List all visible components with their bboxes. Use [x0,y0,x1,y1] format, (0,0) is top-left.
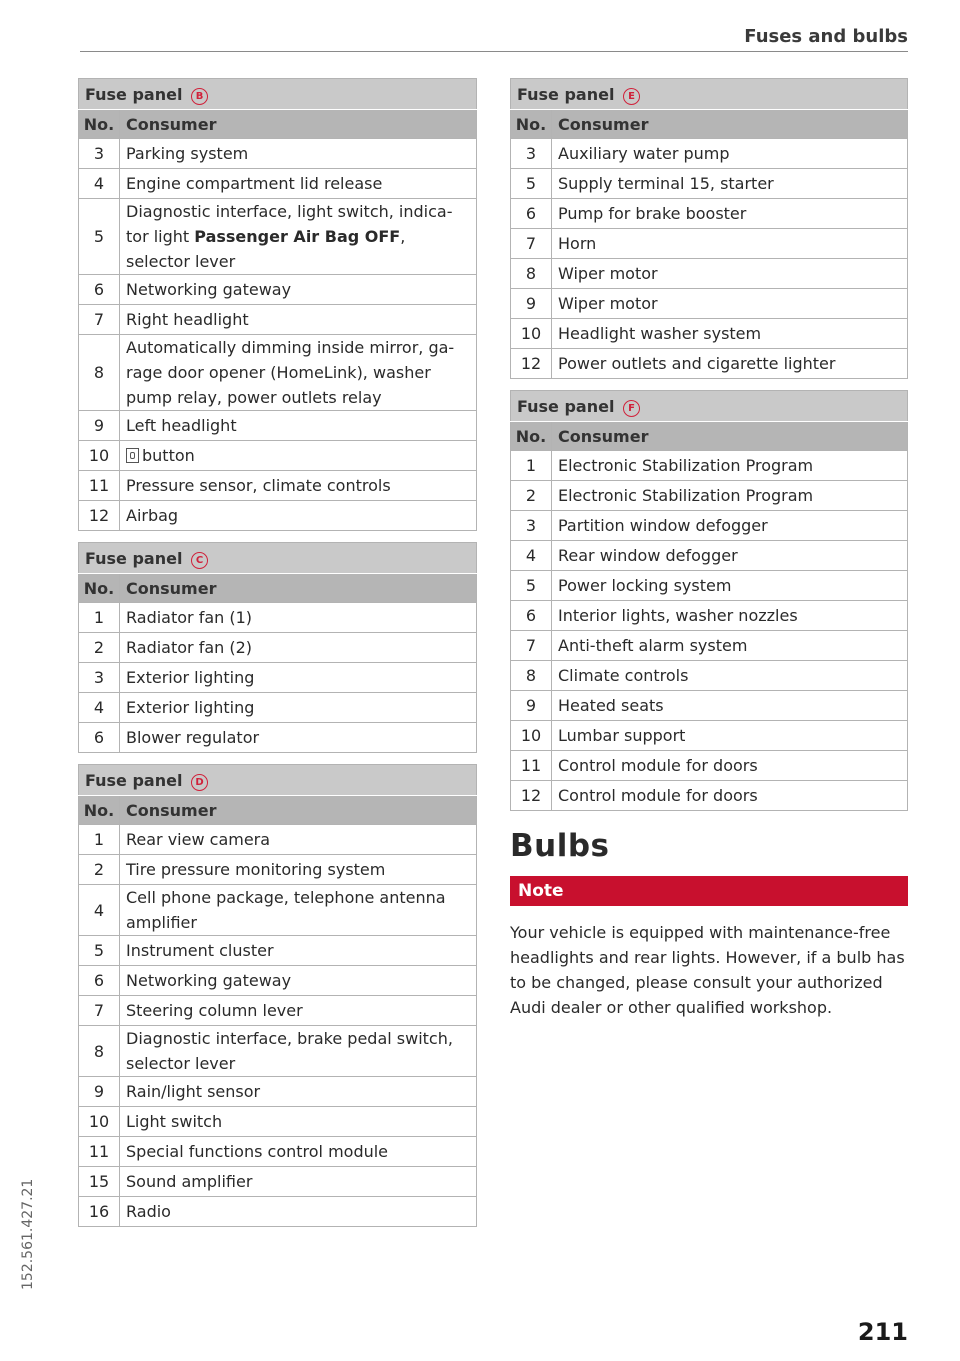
table-row [79,139,477,169]
fuse-consumer: Sound amplifier [120,1167,477,1197]
fuse-consumer: Control module for doors [552,751,908,781]
fuse-consumer: Blower regulator [120,723,477,753]
fuse-number: 1 [79,603,120,633]
fuse-number: 5 [511,571,552,601]
fuse-number: 9 [511,289,552,319]
fuse-consumer: Lumbar support [552,721,908,751]
fuse-consumer: Automatically dimming inside mirror, ga- rage door opener (HomeLink), washer pump relay, power outlets relay [120,335,477,411]
col-header-consumer: Consumer [552,110,908,139]
table-row [79,663,477,693]
fuse-consumer: Auxiliary water pump [552,139,908,169]
table-row [511,229,908,259]
fuse-table-title [79,79,477,110]
fuse-table-e [510,78,908,379]
fuse-number: 4 [79,885,120,936]
fuse-consumer: Heated seats [552,691,908,721]
fuse-consumer: Special functions control module [120,1137,477,1167]
fuse-consumer: Rear view camera [120,825,477,855]
fuse-number: 8 [511,259,552,289]
fuse-consumer: Right headlight [120,305,477,335]
fuse-number: 15 [79,1167,120,1197]
table-row [79,723,477,753]
fuse-consumer: Exterior lighting [120,663,477,693]
fuse-consumer: Networking gateway [120,966,477,996]
table-row [79,966,477,996]
table-row [511,751,908,781]
document-code: 152.561.427.21 [20,1178,36,1290]
fuse-number: 12 [511,349,552,379]
table-row [79,501,477,531]
fuse-number: 2 [511,481,552,511]
table-row [79,275,477,305]
fuse-consumer-text: Diagnostic interface, light switch, indica- tor light [126,202,453,246]
col-header-consumer: Consumer [120,110,477,139]
fuse-number: 10 [511,721,552,751]
fuse-number: 9 [79,1077,120,1107]
table-row [79,441,477,471]
fuse-consumer: Exterior lighting [120,693,477,723]
table-row [79,169,477,199]
col-header-no: No. [79,574,120,603]
fuse-consumer [120,199,477,275]
note-body: Your vehicle is equipped with maintenance-free headlights and rear lights. However, if a bulb has to be changed, please consult your authorized Audi dealer or other qualified workshop. [510,923,905,1017]
table-row [79,1167,477,1197]
table-row [79,471,477,501]
fuse-number: 10 [79,441,120,471]
col-header-consumer: Consumer [120,796,477,825]
table-row [79,1137,477,1167]
table-row [511,661,908,691]
fuse-consumer: Parking system [120,139,477,169]
fuse-table-title-text: Fuse panel [517,396,615,416]
fuse-number: 9 [79,411,120,441]
fuse-number: 2 [79,633,120,663]
table-row [511,451,908,481]
fuse-consumer: Engine compartment lid release [120,169,477,199]
table-row [511,139,908,169]
fuse-consumer-text: , selector lever [126,227,406,271]
col-header-no: No. [79,796,120,825]
fuse-number: 10 [79,1107,120,1137]
fuse-number: 3 [511,139,552,169]
table-row [511,691,908,721]
table-row [511,259,908,289]
fuse-consumer: Power locking system [552,571,908,601]
table-row [79,603,477,633]
page-number: 211 [857,1318,908,1346]
fuse-consumer: Pump for brake booster [552,199,908,229]
fuse-number: 10 [511,319,552,349]
col-header-consumer: Consumer [120,574,477,603]
table-row [511,571,908,601]
table-row [511,511,908,541]
header-divider [80,51,908,52]
fuse-number: 2 [79,855,120,885]
table-row [79,1026,477,1077]
fuse-consumer: Interior lights, washer nozzles [552,601,908,631]
fuse-number: 5 [79,199,120,275]
table-row [511,601,908,631]
fuse-consumer: Electronic Stabilization Program [552,481,908,511]
fuse-number: 8 [79,1026,120,1077]
fuse-number: 6 [511,199,552,229]
fuse-consumer: Supply terminal 15, starter [552,169,908,199]
button-symbol-icon [126,448,139,463]
fuse-table-title-text: Fuse panel [85,548,183,568]
col-header-no: No. [511,110,552,139]
fuse-number: 3 [79,663,120,693]
fuse-consumer: Light switch [120,1107,477,1137]
table-row [79,885,477,936]
fuse-consumer: Rain/light sensor [120,1077,477,1107]
fuse-number: 1 [511,451,552,481]
table-row [511,289,908,319]
fuse-table-d [78,764,477,1227]
table-row [511,319,908,349]
fuse-number: 3 [511,511,552,541]
fuse-number: 8 [511,661,552,691]
table-row [79,855,477,885]
fuse-consumer: Networking gateway [120,275,477,305]
fuse-consumer: Tire pressure monitoring system [120,855,477,885]
fuse-consumer: Radiator fan (1) [120,603,477,633]
fuse-table-b [78,78,477,531]
note-banner: Note [510,876,908,906]
fuse-consumer: Steering column lever [120,996,477,1026]
fuse-consumer: Airbag [120,501,477,531]
fuse-table-title-text: Fuse panel [517,84,615,104]
fuse-consumer: Wiper motor [552,259,908,289]
table-row [79,335,477,411]
panel-letter-badge: B [191,88,208,105]
fuse-consumer-text: button [142,446,195,465]
fuse-consumer [120,441,477,471]
fuse-number: 11 [511,751,552,781]
fuse-number: 11 [79,1137,120,1167]
table-row [79,1197,477,1227]
fuse-consumer: Horn [552,229,908,259]
fuse-consumer: Partition window defogger [552,511,908,541]
fuse-consumer: Climate controls [552,661,908,691]
fuse-table-title [511,391,908,422]
fuse-consumer: Radiator fan (2) [120,633,477,663]
table-row [79,305,477,335]
fuse-consumer: Electronic Stabilization Program [552,451,908,481]
fuse-number: 11 [79,471,120,501]
col-header-no: No. [79,110,120,139]
table-row [511,721,908,751]
fuse-number: 1 [79,825,120,855]
fuse-consumer: Diagnostic interface, brake pedal switch, selector lever [120,1026,477,1077]
panel-letter-badge: D [191,774,208,791]
fuse-number: 6 [79,723,120,753]
table-row [79,996,477,1026]
fuse-table-c [78,542,477,753]
table-row [79,825,477,855]
fuse-number: 7 [511,631,552,661]
right-column [510,78,908,822]
table-row [511,781,908,811]
fuse-consumer: Rear window defogger [552,541,908,571]
panel-letter-badge: E [623,88,640,105]
fuse-number: 3 [79,139,120,169]
fuse-consumer: Power outlets and cigarette lighter [552,349,908,379]
fuse-table-title-text: Fuse panel [85,84,183,104]
table-row [511,481,908,511]
fuse-consumer: Anti-theft alarm system [552,631,908,661]
table-row [79,199,477,275]
fuse-number: 12 [511,781,552,811]
fuse-number: 4 [79,169,120,199]
fuse-number: 4 [79,693,120,723]
fuse-number: 6 [79,275,120,305]
table-row [511,541,908,571]
col-header-consumer: Consumer [552,422,908,451]
fuse-number: 7 [79,996,120,1026]
fuse-number: 16 [79,1197,120,1227]
fuse-table-f [510,390,908,811]
table-row [511,169,908,199]
table-row [79,1077,477,1107]
panel-letter-badge: F [623,400,640,417]
fuse-consumer: Cell phone package, telephone antenna amplifier [120,885,477,936]
fuse-number: 5 [511,169,552,199]
fuse-consumer: Headlight washer system [552,319,908,349]
fuse-number: 12 [79,501,120,531]
panel-letter-badge: C [191,552,208,569]
airbag-off-indicator-label: Passenger Air Bag OFF [194,227,401,246]
fuse-consumer: Radio [120,1197,477,1227]
fuse-table-title [79,765,477,796]
fuse-consumer: Left headlight [120,411,477,441]
page-header-title: Fuses and bulbs [744,26,908,47]
table-row [79,693,477,723]
fuse-table-title [511,79,908,110]
table-row [511,631,908,661]
section-heading-bulbs: Bulbs [510,828,610,864]
fuse-number: 6 [79,966,120,996]
fuse-consumer: Pressure sensor, climate controls [120,471,477,501]
fuse-number: 5 [79,936,120,966]
table-row [511,349,908,379]
fuse-number: 4 [511,541,552,571]
fuse-number: 8 [79,335,120,411]
table-row [511,199,908,229]
table-row [79,633,477,663]
fuse-table-title [79,543,477,574]
fuse-number: 7 [79,305,120,335]
fuse-number: 7 [511,229,552,259]
fuse-consumer: Instrument cluster [120,936,477,966]
fuse-table-title-text: Fuse panel [85,770,183,790]
col-header-no: No. [511,422,552,451]
table-row [79,1107,477,1137]
left-column [78,78,477,1238]
fuse-number: 9 [511,691,552,721]
fuse-consumer: Control module for doors [552,781,908,811]
fuse-number: 6 [511,601,552,631]
table-row [79,411,477,441]
fuse-consumer: Wiper motor [552,289,908,319]
table-row [79,936,477,966]
